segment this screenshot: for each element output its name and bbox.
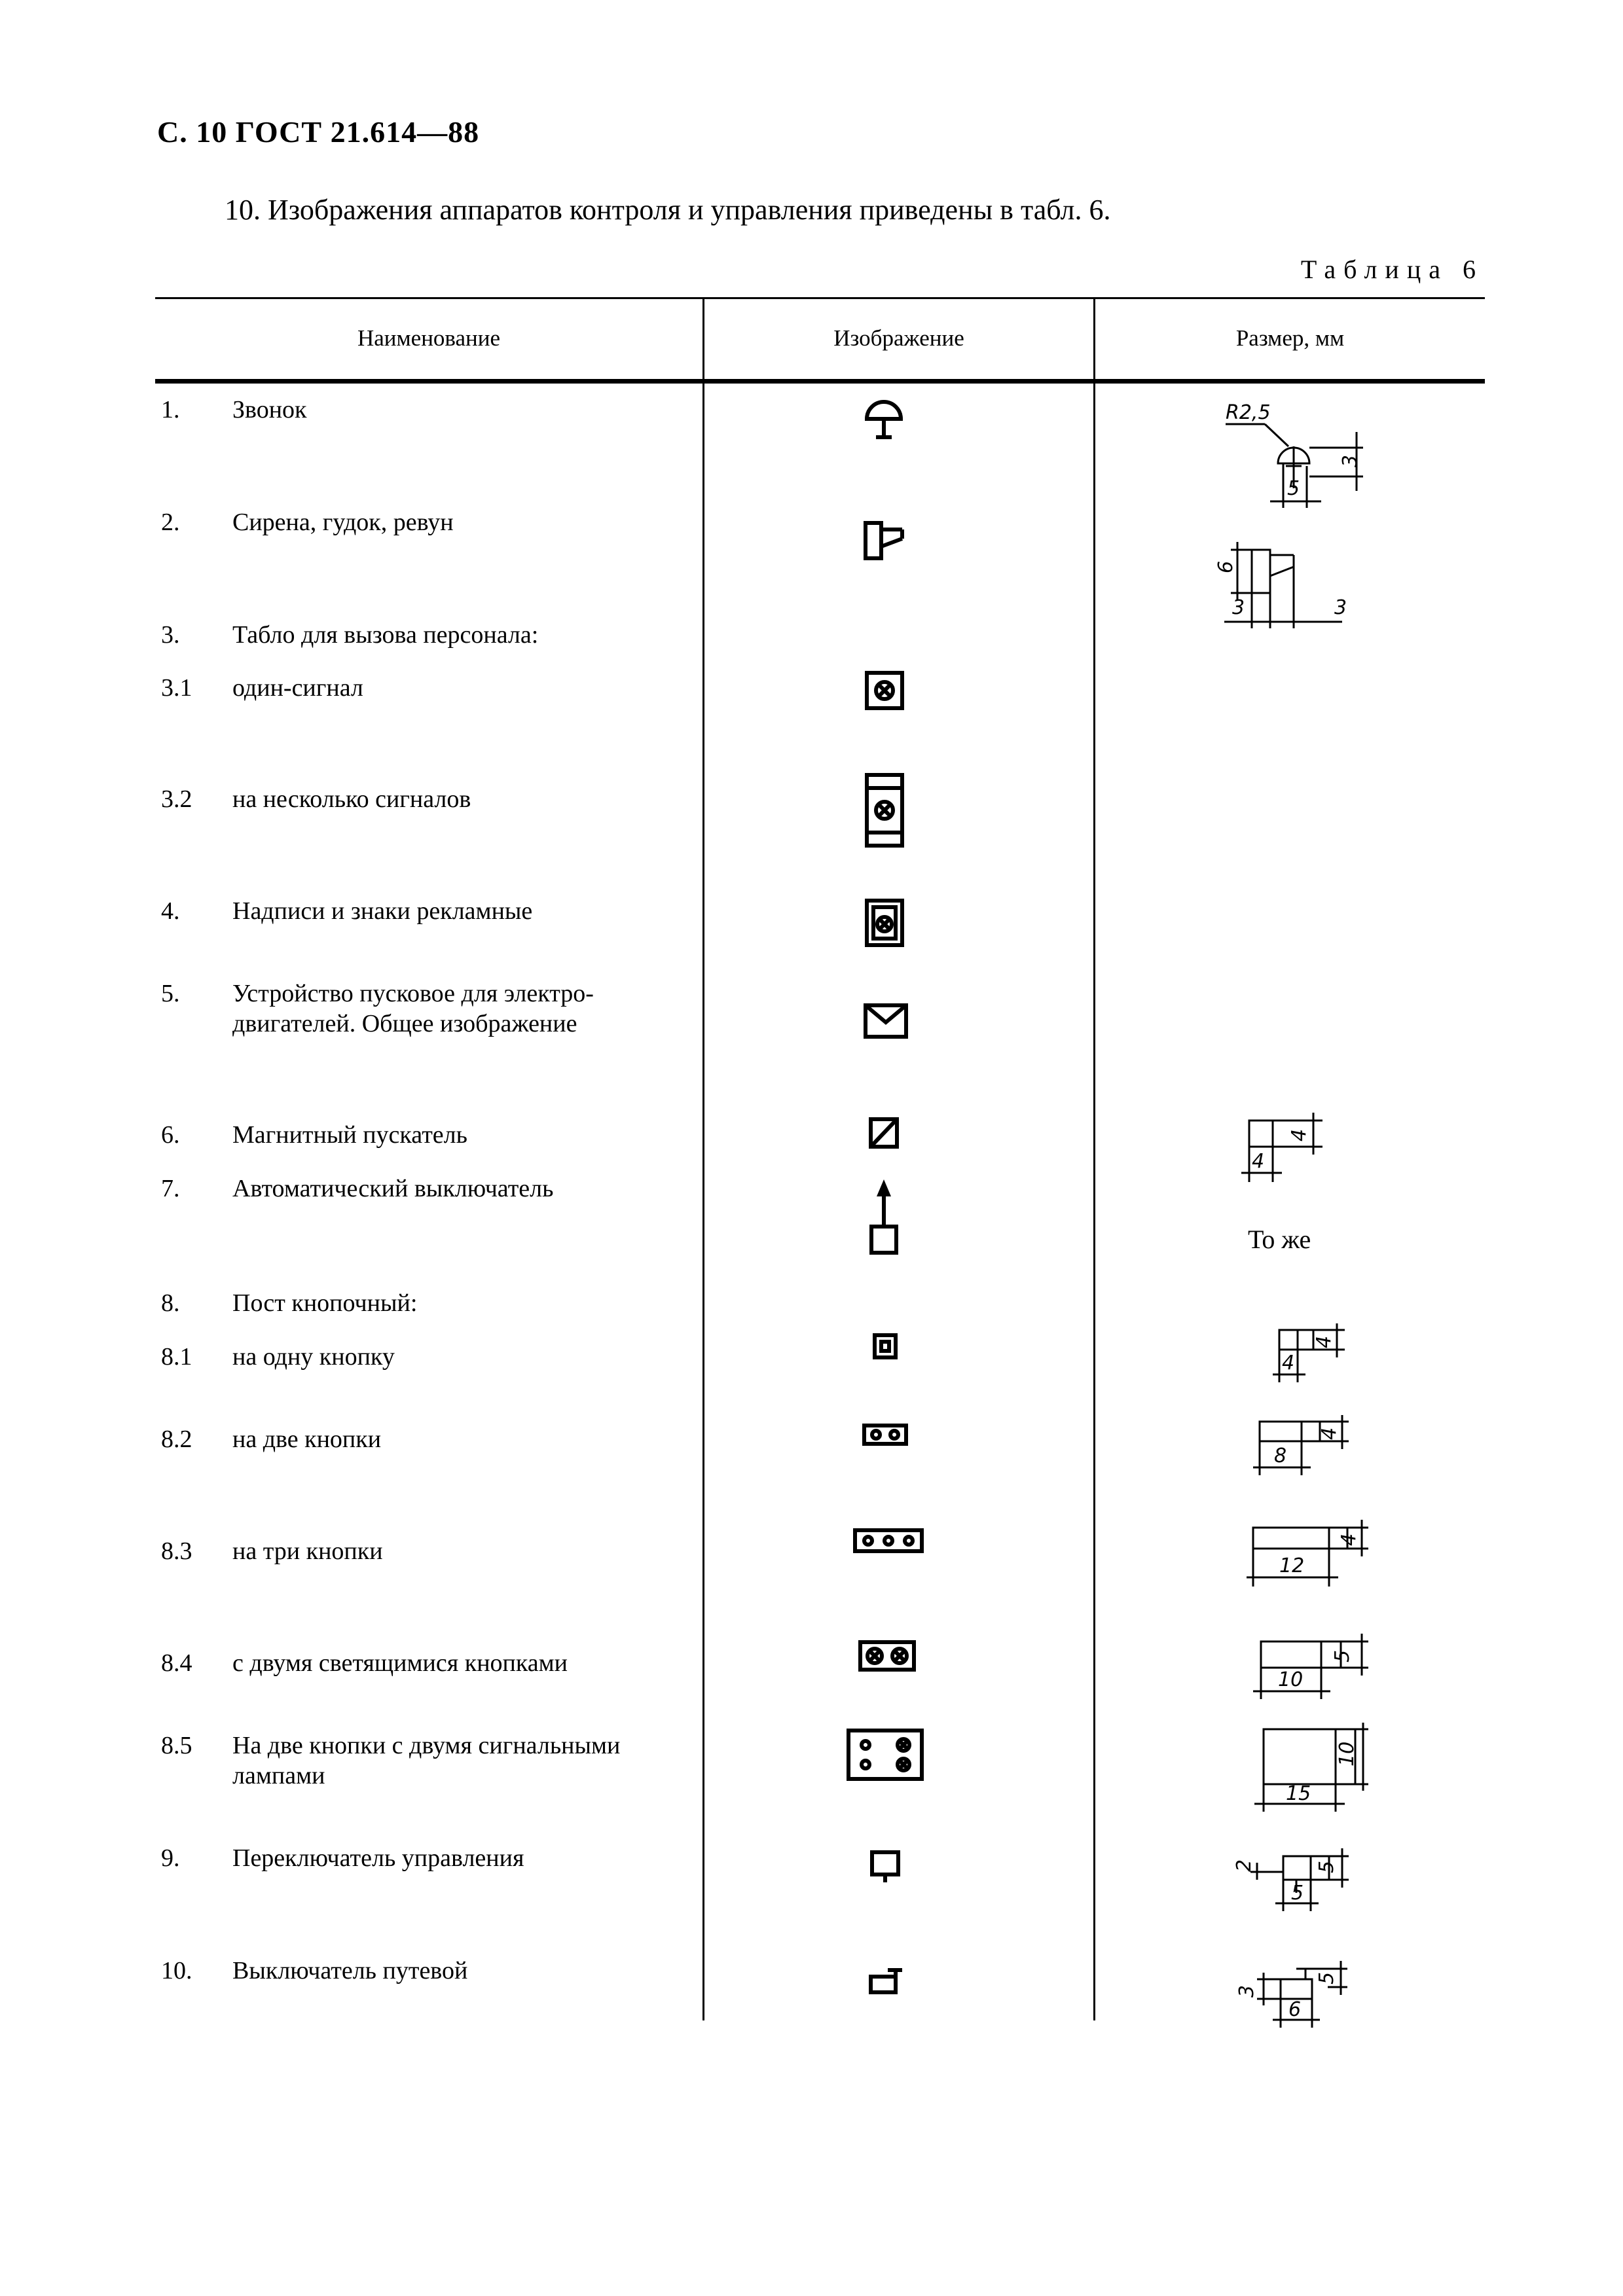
two-buttons-dimension-drawing	[1250, 1412, 1362, 1484]
dimension-label: 4	[1338, 1533, 1360, 1546]
row-name: Надписи и знаки рекламные	[232, 897, 533, 925]
row-number: 1.	[161, 396, 180, 423]
row-number: 7.	[161, 1175, 180, 1202]
row-number: 8.5	[161, 1732, 192, 1759]
magnetic-starter-dimension-drawing	[1231, 1110, 1336, 1195]
row-number: 3.	[161, 621, 180, 649]
row-number: 10.	[161, 1957, 192, 1984]
row-name: На две кнопки с двумя сигнальными лампами	[232, 1732, 621, 1789]
dimension-label: 6	[1288, 1998, 1302, 2021]
table-caption: Таблица 6	[1300, 255, 1484, 284]
row-number: 8.4	[161, 1649, 192, 1677]
row-name: на несколько сигналов	[232, 785, 471, 813]
column-header-name: Наименование	[357, 325, 501, 351]
row-number: 8.	[161, 1289, 180, 1317]
row-number: 8.2	[161, 1426, 192, 1453]
row-number: 4.	[161, 897, 180, 925]
magnetic-starter-symbol	[868, 1117, 900, 1149]
row-number: 3.2	[161, 785, 192, 813]
dimension-label: 4	[1282, 1352, 1295, 1374]
intro-paragraph: 10. Изображения аппаратов контроля и управления приведены в табл. 6.	[225, 194, 1111, 226]
dimension-label: 10	[1278, 1668, 1304, 1691]
row-name: Устройство пусковое для электро-двигателей. Общее изображение	[232, 980, 594, 1037]
limit-switch-symbol	[868, 1966, 905, 1995]
row-name: один-сигнал	[232, 674, 363, 702]
row-name: на три кнопки	[232, 1537, 383, 1565]
panel-several-signals-symbol	[864, 772, 905, 848]
row-name: Переключатель управления	[232, 1844, 524, 1872]
panel-one-signal-symbol	[864, 670, 905, 711]
bell-dimension-drawing	[1218, 393, 1368, 524]
column-header-image: Изображение	[833, 325, 964, 351]
table-top-rule	[155, 297, 1485, 299]
starting-device-symbol	[863, 1003, 909, 1039]
dimension-label: 15	[1286, 1782, 1311, 1805]
lit-buttons-dimension-drawing	[1250, 1631, 1375, 1710]
control-switch-dimension-drawing	[1233, 1843, 1355, 1922]
one-button-symbol	[872, 1333, 898, 1360]
column-divider-1	[702, 297, 704, 2020]
dimension-label: 5	[1315, 1860, 1338, 1873]
page-header: С. 10 ГОСТ 21.614—88	[157, 115, 480, 149]
same-as-above: То же	[1248, 1225, 1311, 1254]
row-name: Табло для вызова персонала:	[232, 621, 539, 649]
row-name: Магнитный пускатель	[232, 1121, 467, 1149]
three-buttons-symbol	[852, 1528, 924, 1554]
dimension-label: 12	[1279, 1554, 1305, 1577]
control-switch-symbol	[869, 1850, 901, 1885]
dimension-label: 4	[1318, 1427, 1341, 1440]
dimension-label: 5	[1331, 1649, 1354, 1662]
two-buttons-symbol	[862, 1423, 909, 1446]
dimension-label: 2	[1233, 1859, 1256, 1872]
circuit-breaker-symbol	[867, 1179, 900, 1255]
row-number: 5.	[161, 980, 180, 1007]
advertising-sign-symbol	[864, 898, 905, 948]
row-name: на две кнопки	[232, 1426, 382, 1453]
row-name: с двумя светящимися кнопками	[232, 1649, 568, 1677]
limit-switch-dimension-drawing	[1237, 1957, 1355, 2036]
row-name: Пост кнопочный:	[232, 1289, 418, 1317]
dimension-label: 4	[1288, 1128, 1311, 1141]
dimension-label: 8	[1274, 1444, 1287, 1467]
column-divider-2	[1093, 297, 1095, 2020]
dimension-label: R2,5	[1226, 401, 1271, 424]
row-number: 6.	[161, 1121, 180, 1149]
siren-symbol	[863, 520, 906, 562]
row-name: на одну кнопку	[232, 1343, 395, 1371]
buttons-with-lamps-symbol	[846, 1728, 924, 1782]
dimension-label: 4	[1313, 1335, 1336, 1348]
dimension-label: 3	[1334, 596, 1347, 619]
row-number: 3.1	[161, 674, 192, 702]
buttons-with-lamps-dimension-drawing	[1250, 1720, 1375, 1818]
one-button-dimension-drawing	[1264, 1321, 1355, 1393]
dimension-label: 6	[1214, 560, 1237, 573]
dimension-label: 3	[1235, 1984, 1258, 1998]
dimension-label: 4	[1252, 1150, 1265, 1173]
dimension-label: 5	[1291, 1882, 1304, 1905]
row-number: 9.	[161, 1844, 180, 1872]
table-header-rule	[155, 379, 1485, 384]
row-name: Выключатель путевой	[232, 1957, 468, 1984]
dimension-label: 5	[1315, 1971, 1338, 1984]
siren-dimension-drawing	[1214, 530, 1368, 641]
dimension-label: 3	[1339, 454, 1362, 467]
three-buttons-dimension-drawing	[1244, 1517, 1375, 1596]
dimension-label: 10	[1336, 1741, 1359, 1767]
row-number: 8.3	[161, 1537, 192, 1565]
row-number: 8.1	[161, 1343, 192, 1371]
bell-symbol	[864, 399, 903, 441]
lit-buttons-symbol	[858, 1640, 917, 1672]
dimension-label: 3	[1232, 596, 1245, 619]
row-name: Сирена, гудок, ревун	[232, 509, 454, 536]
column-header-size: Размер, мм	[1235, 325, 1345, 351]
row-name: Звонок	[232, 396, 307, 423]
row-number: 2.	[161, 509, 180, 536]
dimension-label: 5	[1287, 477, 1300, 500]
row-name: Автоматический выключатель	[232, 1175, 554, 1202]
